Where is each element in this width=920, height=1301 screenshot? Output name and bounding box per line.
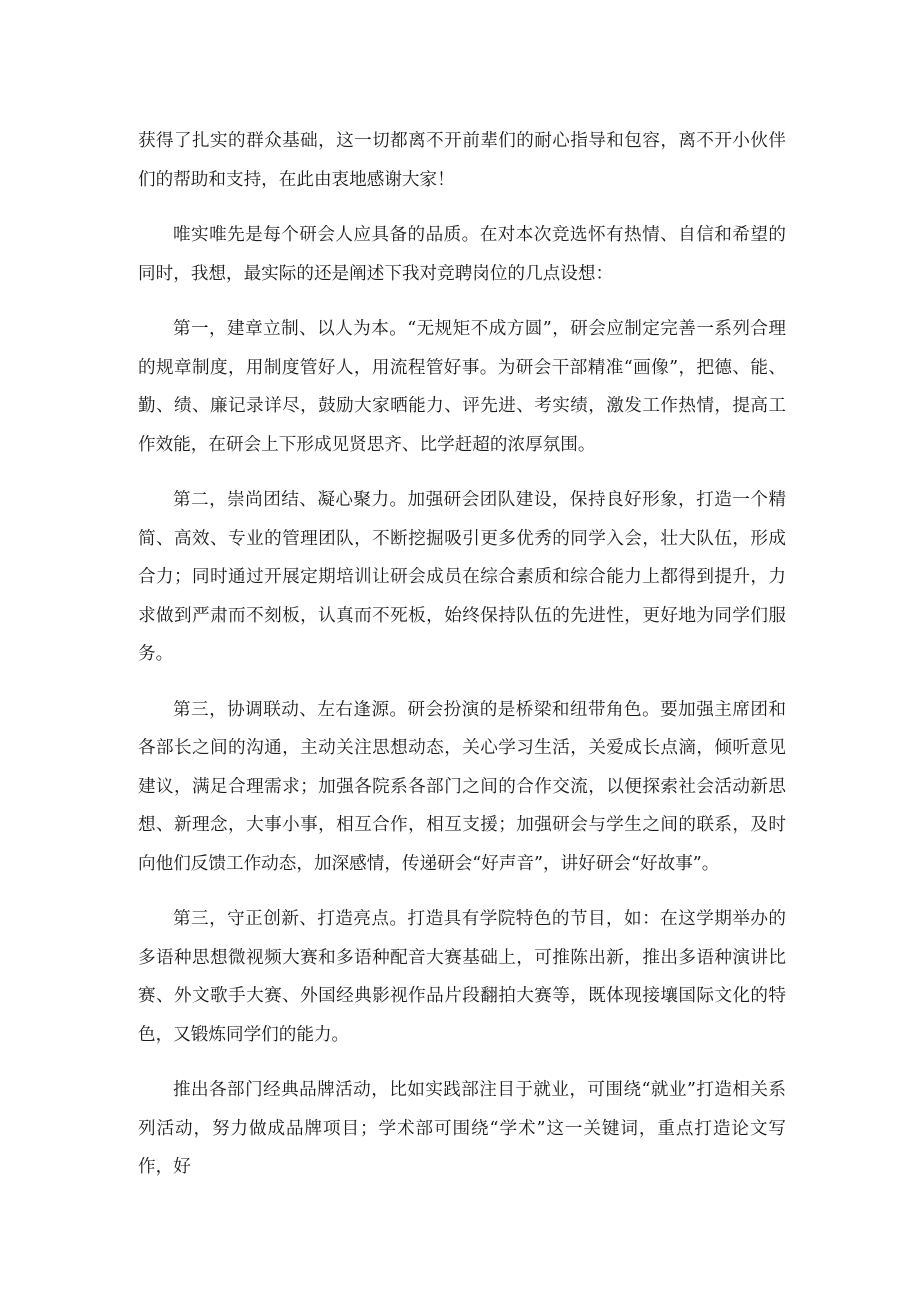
paragraph-3: 第一，建章立制、以人为本。“无规矩不成方圆”，研会应制定完善一系列合理的规章制度，用制度管好人，用流程管好事。为研会干部精准“画像”，把德、能、勤、绩、廉记录详尽，鼓励大家晒能力、评先进、考实绩，激发工作热情，提高工作效能，在研会上下形成见贤思齐、比学赶超的浓厚氛围。 xyxy=(138,319,786,455)
paragraph-1: 获得了扎实的群众基础，这一切都离不开前辈们的耐心指导和包容，离不开小伙伴们的帮助和支持，在此由衷地感谢大家！ xyxy=(138,131,786,190)
paragraph-2: 唯实唯先是每个研会人应具备的品质。在对本次竞选怀有热情、自信和希望的同时，我想，最实际的还是阐述下我对竞聘岗位的几点设想： xyxy=(138,225,786,284)
paragraph-7: 推出各部门经典品牌活动，比如实践部注目于就业，可围绕“就业”打造相关系列活动，努力做成品牌项目；学术部可围绕“学术”这一关键词，重点打造论文写作，好 xyxy=(138,1080,786,1177)
paragraph-4: 第二，崇尚团结、凝心聚力。加强研会团队建设，保持良好形象，打造一个精简、高效、专业的管理团队，不断挖掘吸引更多优秀的同学入会，壮大队伍，形成合力；同时通过开展定期培训让研会成员在综合素质和综合能力上都得到提升，力求做到严肃而不刻板，认真而不死板，始终保持队伍的先进性，更好地为同学们服务。 xyxy=(138,490,786,664)
paragraph-5: 第三，协调联动、左右逢源。研会扮演的是桥梁和纽带角色。要加强主席团和各部长之间的沟通，主动关注思想动态，关心学习生活，关爱成长点滴，倾听意见建议，满足合理需求；加强各院系各部门之间的合作交流，以便探索社会活动新思想、新理念，大事小事，相互合作，相互支援；加强研会与学生之间的联系，及时向他们反馈工作动态，加深感情，传递研会“好声音”，讲好研会“好故事”。 xyxy=(138,699,786,874)
paragraph-6: 第三，守正创新、打造亮点。打造具有学院特色的节目，如：在这学期举办的多语种思想微视频大赛和多语种配音大赛基础上，可推陈出新，推出多语种演讲比赛、外文歌手大赛、外国经典影视作品片段翻拍大赛等，既体现接壤国际文化的特色，又锻炼同学们的能力。 xyxy=(138,909,786,1045)
document-body xyxy=(138,122,786,1204)
